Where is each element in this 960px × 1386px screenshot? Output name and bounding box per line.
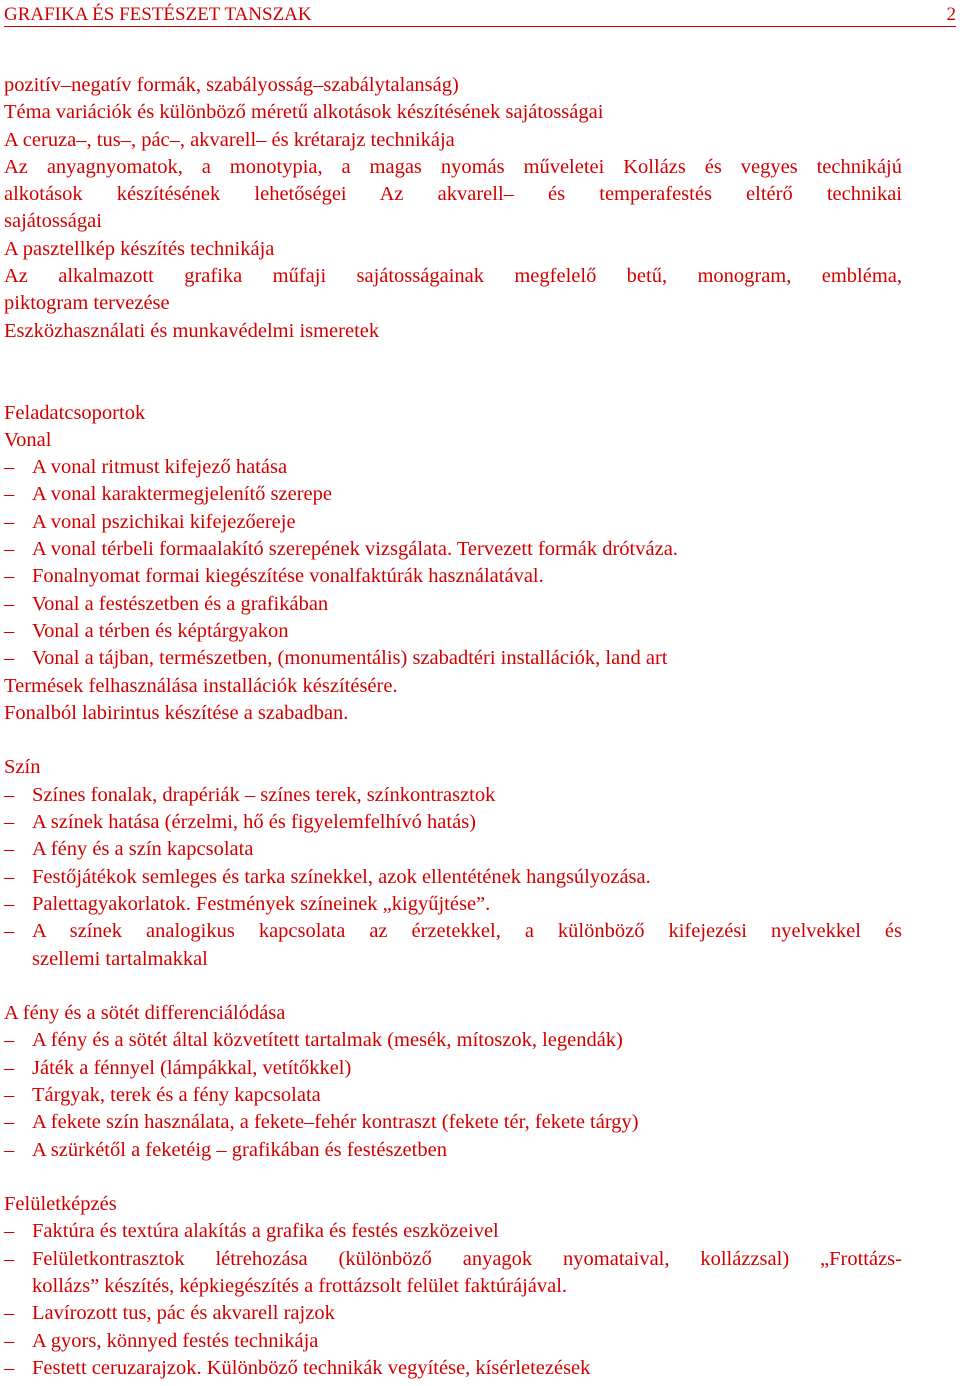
felulet-list bbox=[4, 1218, 902, 1382]
list-item bbox=[4, 481, 902, 508]
dash-marker: – bbox=[4, 838, 15, 861]
list-item-text: Vonal a térben és képtárgyakon bbox=[32, 619, 289, 642]
list-item bbox=[4, 536, 902, 563]
section-heading-szin: Szín bbox=[4, 756, 41, 779]
intro-line: pozitív–negatív formák, szabályosság–szabálytalanság) bbox=[4, 74, 459, 96]
paragraph-line: Termések felhasználása installációk készítésére. bbox=[4, 674, 398, 697]
dash-marker: – bbox=[4, 1056, 15, 1079]
list-item-text: Fonalnyomat formai kiegészítése vonalfaktúrák használatával. bbox=[32, 565, 544, 588]
list-item-text: A gyors, könnyed festés technikája bbox=[32, 1329, 319, 1352]
list-item-text: Palettagyakorlatok. Festmények színeinek „kigyűjtése”. bbox=[32, 892, 491, 915]
list-item bbox=[4, 1328, 902, 1355]
feny-list bbox=[4, 1027, 902, 1163]
intro-line: alkotások készítésének lehetőségei Az akvarell– és temperafestés eltérő technikai bbox=[4, 183, 902, 206]
list-item bbox=[4, 836, 902, 863]
list-item-text: A fekete szín használata, a fekete–fehér kontraszt (fekete tér, fekete tárgy) bbox=[32, 1111, 639, 1134]
intro-line: Az alkalmazott grafika műfaji sajátosságainak megfelelő betű, monogram, embléma, bbox=[4, 265, 902, 288]
list-item bbox=[4, 645, 902, 672]
dash-marker: – bbox=[4, 456, 15, 479]
dash-marker: – bbox=[4, 1247, 15, 1270]
list-item-text: A színek analogikus kapcsolata az érzetekkel, a különböző kifejezési nyelvekkel és bbox=[32, 920, 902, 943]
list-item bbox=[4, 1055, 902, 1082]
dash-marker: – bbox=[4, 483, 15, 506]
section-heading-vonal: Vonal bbox=[4, 428, 52, 451]
dash-marker: – bbox=[4, 865, 15, 888]
list-item bbox=[4, 509, 902, 536]
dash-marker: – bbox=[4, 510, 15, 533]
list-item-continuation: kollázs” készítés, képkiegészítés a frottázsolt felület faktúrájával. bbox=[32, 1275, 568, 1298]
intro-block bbox=[4, 72, 902, 345]
document-body bbox=[4, 72, 902, 1382]
dash-marker: – bbox=[4, 565, 15, 588]
list-item bbox=[4, 563, 902, 590]
list-item bbox=[4, 864, 902, 891]
list-item bbox=[4, 454, 902, 481]
list-item-text: A fény és a szín kapcsolata bbox=[32, 838, 254, 861]
dash-marker: – bbox=[4, 1356, 15, 1379]
dash-marker: – bbox=[4, 1220, 15, 1243]
intro-line: Eszközhasználati és munkavédelmi ismeretek bbox=[4, 319, 380, 342]
list-item bbox=[4, 1027, 902, 1054]
dash-marker: – bbox=[4, 1111, 15, 1134]
list-item bbox=[4, 1218, 902, 1245]
intro-line: Az anyagnyomatok, a monotypia, a magas nyomás műveletei Kollázs és vegyes technikájú bbox=[4, 155, 902, 178]
header-title: GRAFIKA ÉS FESTÉSZET TANSZAK bbox=[4, 4, 312, 25]
dash-marker: – bbox=[4, 647, 15, 670]
list-item-text: Festett ceruzarajzok. Különböző technikák vegyítése, kísérletezések bbox=[32, 1356, 591, 1379]
intro-line: piktogram tervezése bbox=[4, 292, 170, 315]
list-item-text: A vonal karaktermegjelenítő szerepe bbox=[32, 483, 332, 506]
dash-marker: – bbox=[4, 892, 15, 915]
intro-line: A ceruza–, tus–, pác–, akvarell– és krétarajz technikája bbox=[4, 128, 455, 151]
list-item-text: Festőjátékok semleges és tarka színekkel, azok ellentétének hangsúlyozása. bbox=[32, 865, 651, 888]
dash-marker: – bbox=[4, 920, 15, 943]
section-heading-feluletkepzes: Felületképzés bbox=[4, 1193, 117, 1216]
list-item-text: Felületkontrasztok létrehozása (különböző anyagok nyomataival, kollázzsal) „Frottázs- bbox=[32, 1247, 902, 1270]
page-number: 2 bbox=[946, 4, 956, 25]
dash-marker: – bbox=[4, 783, 15, 806]
vonal-list bbox=[4, 454, 902, 672]
dash-marker: – bbox=[4, 538, 15, 561]
dash-marker: – bbox=[4, 811, 15, 834]
list-item bbox=[4, 1137, 902, 1164]
list-item-continuation: szellemi tartalmakkal bbox=[32, 947, 208, 970]
list-item-text: Lavírozott tus, pác és akvarell rajzok bbox=[32, 1302, 335, 1325]
list-item-text: A szürkétől a feketéig – grafikában és festészetben bbox=[32, 1138, 447, 1161]
list-item bbox=[4, 1109, 902, 1136]
list-item bbox=[4, 918, 902, 945]
dash-marker: – bbox=[4, 1029, 15, 1052]
list-item bbox=[4, 891, 902, 918]
list-item-text: Színes fonalak, drapériák – színes terek, színkontrasztok bbox=[32, 783, 496, 806]
list-item bbox=[4, 1082, 902, 1109]
list-item-text: A vonal ritmust kifejező hatása bbox=[32, 456, 288, 479]
list-item-text: A vonal pszichikai kifejezőereje bbox=[32, 510, 296, 533]
section-heading-feladatcsoportok: Feladatcsoportok bbox=[4, 401, 146, 424]
list-item-text: Tárgyak, terek és a fény kapcsolata bbox=[32, 1083, 321, 1106]
dash-marker: – bbox=[4, 1083, 15, 1106]
list-item bbox=[4, 809, 902, 836]
dash-marker: – bbox=[4, 1138, 15, 1161]
intro-line: A pasztellkép készítés technikája bbox=[4, 237, 275, 260]
dash-marker: – bbox=[4, 1329, 15, 1352]
paragraph-line: Fonalból labirintus készítése a szabadban. bbox=[4, 701, 349, 724]
section-heading-feny: A fény és a sötét differenciálódása bbox=[4, 1002, 286, 1025]
list-item-text: A színek hatása (érzelmi, hő és figyelemfelhívó hatás) bbox=[32, 811, 477, 834]
list-item-text: Játék a fénnyel (lámpákkal, vetítőkkel) bbox=[32, 1056, 352, 1079]
list-item bbox=[4, 1355, 902, 1382]
intro-line: sajátosságai bbox=[4, 210, 102, 233]
list-item bbox=[4, 782, 902, 809]
list-item bbox=[4, 1246, 902, 1273]
page-header bbox=[4, 2, 956, 27]
dash-marker: – bbox=[4, 592, 15, 615]
list-item bbox=[4, 1300, 902, 1327]
list-item-text: A fény és a sötét által közvetített tartalmak (mesék, mítoszok, legendák) bbox=[32, 1029, 623, 1052]
szin-list bbox=[4, 782, 902, 973]
list-item-text: Vonal a festészetben és a grafikában bbox=[32, 592, 329, 615]
intro-line: Téma variációk és különböző méretű alkotások készítésének sajátosságai bbox=[4, 101, 604, 124]
list-item-text: Faktúra és textúra alakítás a grafika és festés eszközeivel bbox=[32, 1220, 499, 1243]
list-item-text: A vonal térbeli formaalakító szerepének vizsgálata. Tervezett formák drótváza. bbox=[32, 538, 678, 561]
list-item-text: Vonal a tájban, természetben, (monumentális) szabadtéri installációk, land art bbox=[32, 647, 668, 670]
list-item bbox=[4, 591, 902, 618]
dash-marker: – bbox=[4, 619, 15, 642]
list-item bbox=[4, 618, 902, 645]
dash-marker: – bbox=[4, 1302, 15, 1325]
